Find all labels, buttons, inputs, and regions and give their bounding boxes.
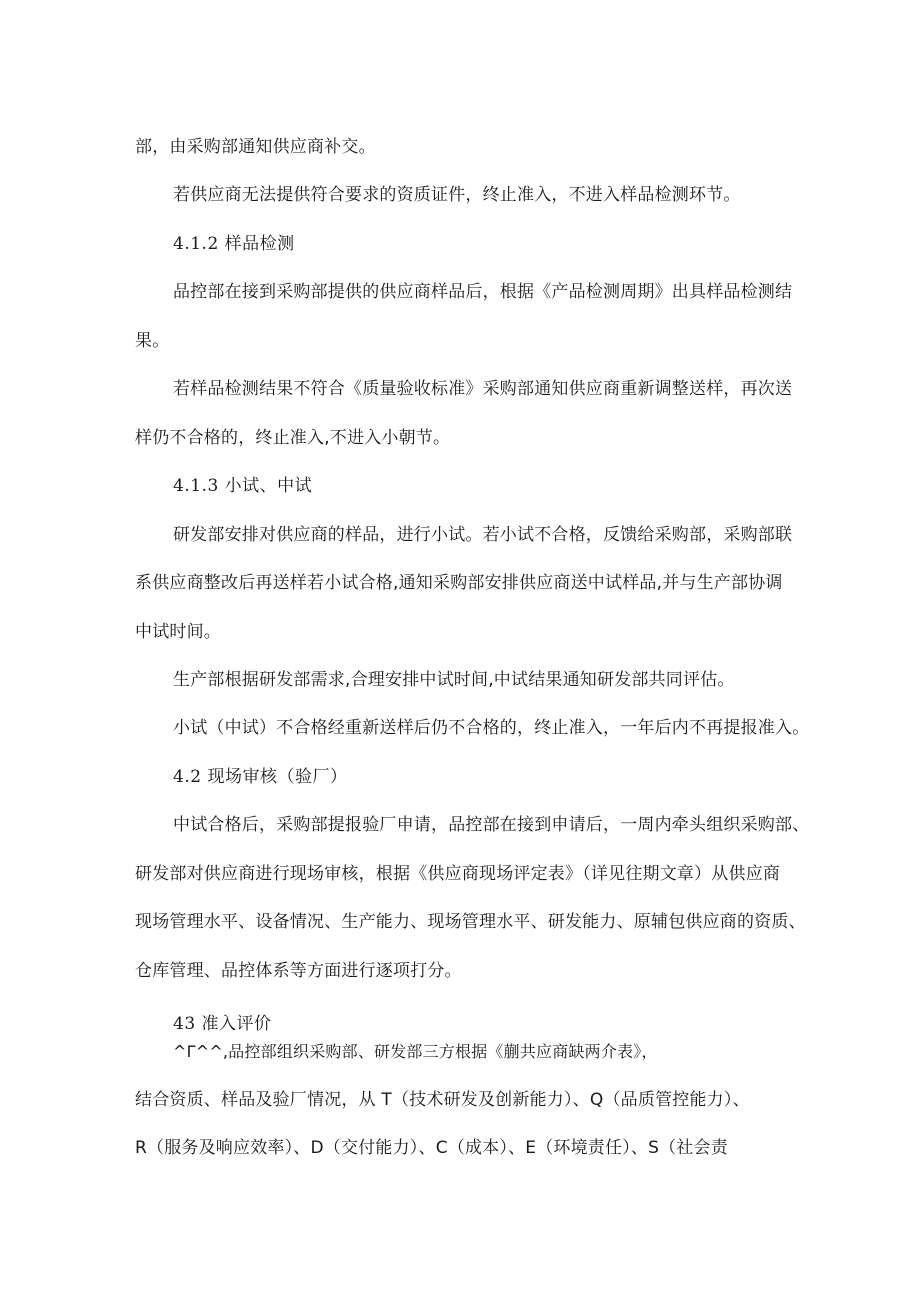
text-line: 品控部在接到采购部提供的供应商样品后，根据《产品检测周期》出具样品检测结 (173, 282, 793, 302)
section-heading-4-1-3: 4.1.3 小试、中试 (173, 476, 313, 496)
text-line: 若供应商无法提供符合要求的资质证件，终止准入，不进入样品检测环节。 (173, 185, 741, 205)
section-heading-4-2: 4.2 现场审核（验厂） (173, 767, 348, 787)
text-line: ^Γ^^,品控部组织采购部、研发部三方根据《蒯共应商缺两介表》， (173, 1042, 658, 1061)
text-line: 研发部对供应商进行现场审核，根据《供应商现场评定表》（详见往期文章）从供应商 (135, 864, 781, 884)
section-heading-4-3: 43 准入评价 (173, 1014, 272, 1034)
text-line: 部，由采购部通知供应商补交。 (135, 137, 376, 157)
text-line: 现场管理水平、设备情况、生产能力、现场管理水平、研发能力、原辅包供应商的资质、 (135, 912, 806, 932)
text-line: 研发部安排对供应商的样品，进行小试。若小试不合格，反馈给采购部，采购部联 (173, 525, 793, 545)
section-heading-4-1-2: 4.1.2 样品检测 (173, 234, 295, 254)
text-line: 小试（中试）不合格经重新送样后仍不合格的，终止准入，一年后内不再提报准入。 (173, 718, 810, 738)
text-line: R（服务及响应效率）、D（交付能力）、C（成本）、E（环境责任）、S（社会责 (135, 1138, 728, 1158)
text-line: 中试时间。 (135, 622, 221, 642)
text-line: 果。 (135, 331, 170, 351)
text-line: 若样品检测结果不符合《质量验收标准》采购部通知供应商重新调整送样，再次送 (173, 379, 793, 399)
text-line: 样仍不合格的，终止准入,不进入小朝节。 (135, 428, 451, 448)
text-line: 仓库管理、品控体系等方面进行逐项打分。 (135, 961, 462, 981)
text-line: 系供应商整改后再送样若小试合格,通知采购部安排供应商送中试样品,并与生产部协调 (135, 573, 783, 593)
text-line: 中试合格后，采购部提报验厂申请，品控部在接到申请后，一周内牵头组织采购部、 (173, 815, 810, 835)
text-line: 生产部根据研发部需求,合理安排中试时间,中试结果通知研发部共同评估。 (173, 670, 735, 690)
text-line: 结合资质、样品及验厂情况，从 T（技术研发及创新能力）、Q（品质管控能力）、 (135, 1090, 750, 1110)
